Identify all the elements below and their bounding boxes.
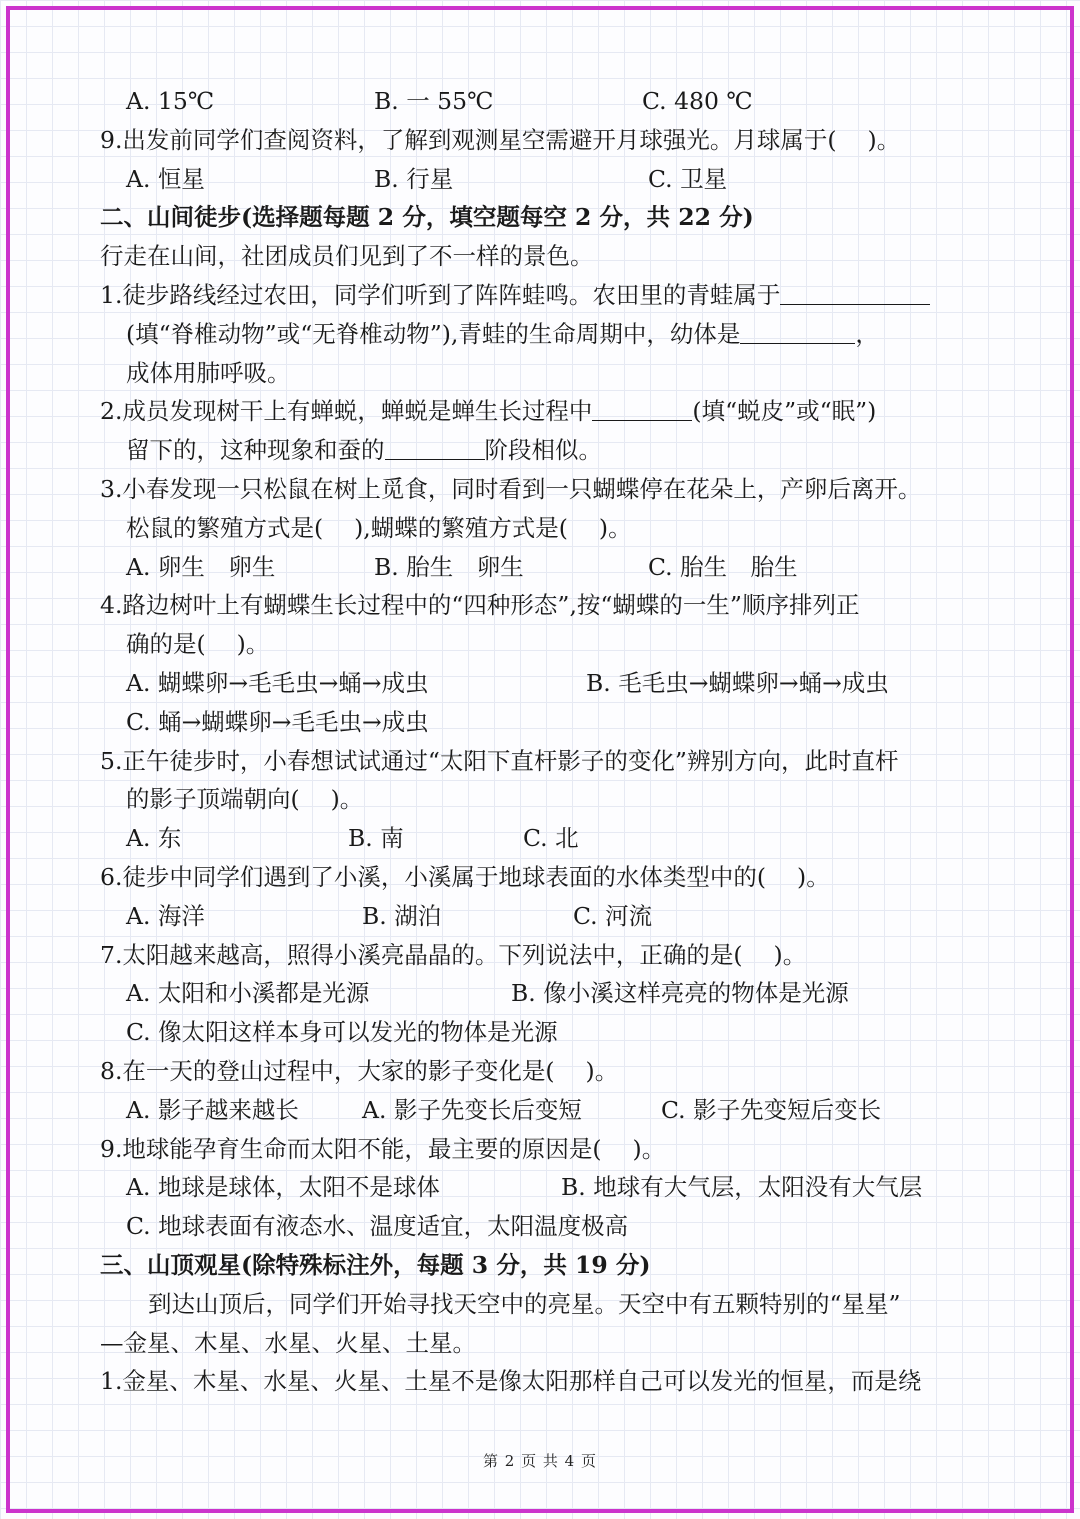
option-b: B. 像小溪这样亮亮的物体是光源	[511, 979, 849, 1008]
question-text: 的影子顶端朝向( )。	[126, 785, 364, 814]
option-c: C. 蛹→蝴蝶卵→毛毛虫→成虫	[126, 707, 429, 736]
option-a: A. 影子越来越长	[126, 1095, 299, 1124]
option-c: C. 影子先变短后变长	[661, 1095, 882, 1124]
option-c: C. 胎生 胎生	[648, 552, 798, 581]
section-intro: —金星、木星、水星、火星、土星。	[100, 1328, 476, 1357]
option-a: A. 东	[126, 824, 182, 853]
question-text: 9.出发前同学们查阅资料，了解到观测星空需避开月球强光。月球属于( )。	[100, 125, 901, 154]
option-b: B. 湖泊	[362, 901, 442, 930]
question-text-part: 2.成员发现树干上有蝉蜕，蝉蜕是蝉生长过程中	[100, 397, 593, 426]
option-c: C. 北	[523, 824, 579, 853]
options-row	[100, 1168, 1000, 1207]
option-b: B. 毛毛虫→蝴蝶卵→蛹→成虫	[586, 668, 889, 697]
option-b: B. 南	[348, 824, 404, 853]
question-text-part: 1.徒步路线经过农田，同学们听到了阵阵蛙鸣。农田里的青蛙属于	[100, 280, 781, 309]
option-c: C. 河流	[573, 901, 653, 930]
question-text-part: (填“蜕皮”或“眠”)	[692, 397, 877, 426]
question-text-part: (填“脊椎动物”或“无脊椎动物”),青蛙的生命周期中，幼体是	[126, 319, 741, 348]
option-b: A. 影子先变长后变短	[362, 1095, 582, 1124]
question-text: 3.小春发现一只松鼠在树上觅食，同时看到一只蝴蝶停在花朵上，产卵后离开。	[100, 474, 922, 503]
options-row	[100, 664, 1000, 703]
question-text	[100, 315, 1000, 354]
question-text: 1.金星、木星、水星、火星、土星不是像太阳那样自己可以发光的恒星，而是绕	[100, 1367, 922, 1396]
option-a: A. 蝴蝶卵→毛毛虫→蛹→成虫	[126, 668, 429, 697]
answer-blank[interactable]	[740, 319, 855, 344]
option-c: C. 卫星	[648, 164, 728, 193]
answer-blank[interactable]	[592, 396, 692, 421]
question-text: 6.徒步中同学们遇到了小溪，小溪属于地球表面的水体类型中的( )。	[100, 862, 830, 891]
page-number: 第 2 页 共 4 页	[483, 1452, 597, 1470]
question-text: 5.正午徒步时，小春想试试通过“太阳下直杆影子的变化”辨别方向，此时直杆	[100, 746, 899, 775]
options-row	[100, 897, 1000, 936]
option-c: C. 像太阳这样本身可以发光的物体是光源	[126, 1018, 558, 1047]
section-intro: 行走在山间，社团成员们见到了不一样的景色。	[100, 242, 594, 271]
question-text-part: 阶段相似。	[484, 436, 602, 465]
option-a: A. 卵生 卵生	[126, 552, 276, 581]
options-row	[100, 548, 1000, 587]
page-content	[100, 82, 1000, 1401]
answer-blank[interactable]	[780, 280, 930, 305]
options-row	[100, 974, 1000, 1013]
option-a: A. 地球是球体，太阳不是球体	[126, 1173, 440, 1202]
option-c: C. 480 ℃	[642, 87, 753, 115]
question-text: 确的是( )。	[126, 630, 270, 659]
section-heading: 二、山间徒步(选择题每题 2 分，填空题每空 2 分，共 22 分)	[100, 203, 754, 232]
section-intro: 到达山顶后，同学们开始寻找天空中的亮星。天空中有五颗特别的“星星”	[148, 1289, 901, 1318]
option-a: A. 15℃	[126, 87, 215, 115]
options-row	[100, 819, 1000, 858]
option-a: A. 太阳和小溪都是光源	[126, 979, 370, 1008]
question-text-part: ，	[855, 319, 879, 348]
answer-blank[interactable]	[385, 435, 485, 460]
question-text	[100, 392, 1000, 431]
option-a: A. 恒星	[126, 164, 205, 193]
question-text: 9.地球能孕育生命而太阳不能，最主要的原因是( )。	[100, 1134, 666, 1163]
option-b: B. 地球有大气层，太阳没有大气层	[561, 1173, 923, 1202]
options-row	[100, 82, 1000, 121]
option-a: A. 海洋	[126, 901, 205, 930]
question-text	[100, 431, 1000, 470]
question-text: 7.太阳越来越高，照得小溪亮晶晶的。下列说法中，正确的是( )。	[100, 940, 807, 969]
section-heading: 三、山顶观星(除特殊标注外，每题 3 分，共 19 分)	[100, 1250, 651, 1279]
option-c: C. 地球表面有液态水、温度适宜，太阳温度极高	[126, 1212, 629, 1241]
question-text: 4.路边树叶上有蝴蝶生长过程中的“四种形态”,按“蝴蝶的一生”顺序排列正	[100, 591, 860, 620]
question-text: 成体用肺呼吸。	[126, 358, 291, 387]
option-b: B. 行星	[374, 164, 454, 193]
options-row	[100, 1091, 1000, 1130]
question-text: 8.在一天的登山过程中，大家的影子变化是( )。	[100, 1056, 619, 1085]
question-text	[100, 276, 1000, 315]
option-b: B. 一 55℃	[374, 87, 494, 115]
options-row	[100, 160, 1000, 199]
question-text: 松鼠的繁殖方式是( ),蝴蝶的繁殖方式是( )。	[126, 513, 632, 542]
question-text-part: 留下的，这种现象和蚕的	[126, 436, 385, 465]
option-b: B. 胎生 卵生	[374, 552, 524, 581]
